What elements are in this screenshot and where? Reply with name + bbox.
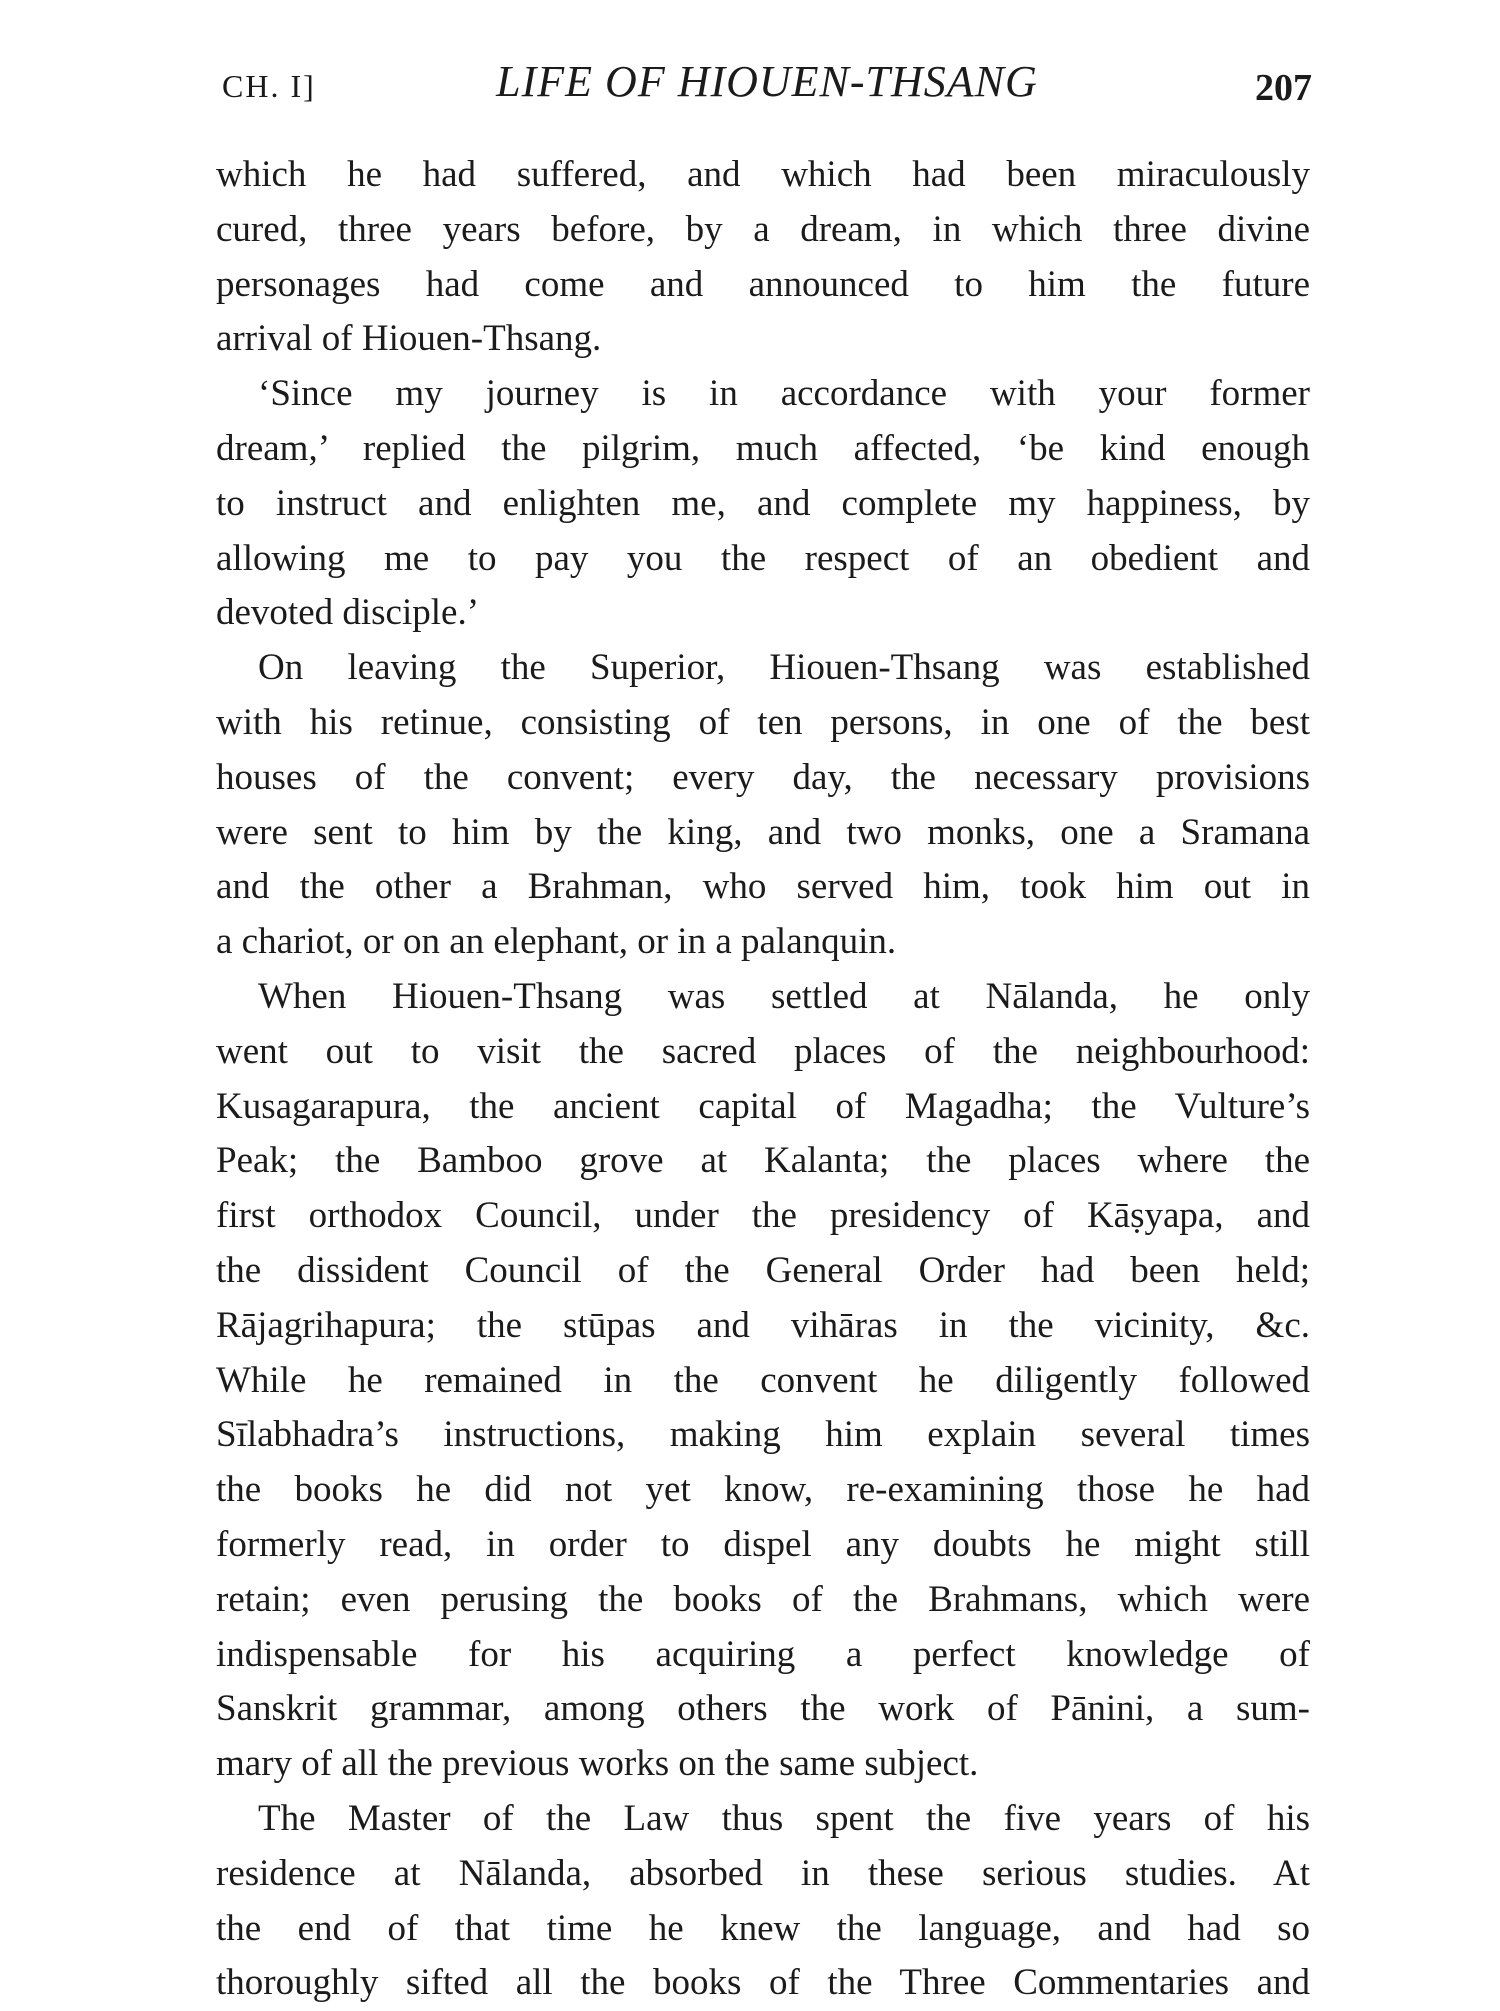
text-line: retain; even perusing the books of the Brahmans, which were bbox=[216, 1578, 1310, 1620]
text-line: to instruct and enlighten me, and complete my happiness, by bbox=[216, 482, 1310, 524]
text-line: were sent to him by the king, and two monks, one a Sramana bbox=[216, 811, 1310, 853]
text-line: Sanskrit grammar, among others the work of Pānini, a sum- bbox=[216, 1688, 1310, 1730]
page-number: 207 bbox=[1255, 67, 1312, 109]
text-line: went out to visit the sacred places of the neighbourhood: bbox=[216, 1030, 1310, 1072]
text-line: mary of all the previous works on the same subject. bbox=[216, 1743, 979, 1785]
text-line: ‘Since my journey is in accordance with your former bbox=[258, 373, 1310, 415]
text-line: dream,’ replied the pilgrim, much affected, ‘be kind enough bbox=[216, 427, 1310, 469]
text-line: The Master of the Law thus spent the five years of his bbox=[258, 1797, 1310, 1839]
text-line: On leaving the Superior, Hiouen-Thsang was established bbox=[258, 647, 1310, 689]
text-line: personages had come and announced to him the future bbox=[216, 263, 1310, 305]
text-line: Rājagrihapura; the stūpas and vihāras in the vicinity, &c. bbox=[216, 1304, 1310, 1346]
text-line: houses of the convent; every day, the necessary provisions bbox=[216, 756, 1310, 798]
text-line: the books he did not yet know, re-examining those he had bbox=[216, 1469, 1310, 1511]
text-line: first orthodox Council, under the presidency of Kāṣyapa, and bbox=[216, 1195, 1310, 1237]
running-title: LIFE OF HIOUEN-THSANG bbox=[496, 57, 1038, 106]
text-line: residence at Nālanda, absorbed in these serious studies. At bbox=[216, 1852, 1310, 1894]
text-line: thoroughly sifted all the books of the Three Commentaries and bbox=[216, 1962, 1310, 2004]
paragraph-2 bbox=[216, 367, 1310, 641]
text-line: the dissident Council of the General Order had been held; bbox=[216, 1249, 1310, 1291]
text-line: a chariot, or on an elephant, or in a palanquin. bbox=[216, 921, 897, 963]
text-line: allowing me to pay you the respect of an obedient and bbox=[216, 537, 1310, 579]
paragraph-5 bbox=[216, 1792, 1310, 2011]
paragraph-1 bbox=[216, 148, 1310, 367]
text-line: and the other a Brahman, who served him, took him out in bbox=[216, 866, 1310, 908]
body-text bbox=[216, 148, 1310, 2011]
text-line: Kusagarapura, the ancient capital of Magadha; the Vulture’s bbox=[216, 1085, 1310, 1127]
text-line: which he had suffered, and which had been miraculously bbox=[216, 154, 1310, 195]
text-line: indispensable for his acquiring a perfect knowledge of bbox=[216, 1633, 1310, 1675]
text-line: Sīlabhadra’s instructions, making him explain several times bbox=[216, 1414, 1310, 1456]
text-line: arrival of Hiouen-Thsang. bbox=[216, 318, 602, 360]
chapter-label: CH. I] bbox=[222, 68, 316, 104]
paragraph-3 bbox=[216, 641, 1310, 970]
text-line: While he remained in the convent he diligently followed bbox=[216, 1359, 1310, 1401]
text-line: formerly read, in order to dispel any doubts he might still bbox=[216, 1523, 1310, 1565]
text-line: When Hiouen-Thsang was settled at Nālanda, he only bbox=[258, 975, 1310, 1017]
text-line: with his retinue, consisting of ten persons, in one of the best bbox=[216, 701, 1310, 743]
text-line: the end of that time he knew the language, and had so bbox=[216, 1907, 1310, 1949]
text-line: devoted disciple.’ bbox=[216, 592, 480, 634]
text-line: Peak; the Bamboo grove at Kalanta; the places where the bbox=[216, 1140, 1310, 1182]
text-line: cured, three years before, by a dream, in which three divine bbox=[216, 208, 1310, 250]
paragraph-4 bbox=[216, 970, 1310, 1792]
running-header bbox=[222, 50, 1312, 120]
